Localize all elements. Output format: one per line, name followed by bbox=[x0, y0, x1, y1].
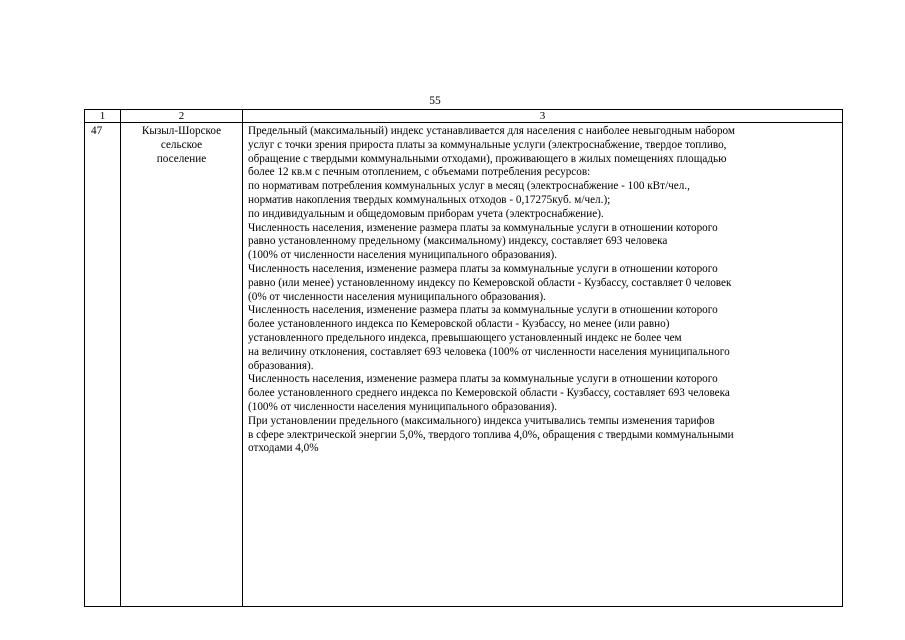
description-line: на величину отклонения, составляет 693 человека (100% от численности населения муниципального bbox=[248, 345, 730, 358]
description-line: более установленного среднего индекса по Кемеровской области - Кузбассу, составляет 693 человека bbox=[248, 387, 730, 400]
description-line: в сфере электрической энергии 5,0%, твердого топлива 4,0%, обращения с твердыми коммунальными bbox=[248, 428, 734, 441]
description-line: (100% от численности населения муниципального образования). bbox=[248, 400, 558, 413]
description-line: по нормативам потребления коммунальных услуг в месяц (электроснабжение - 100 кВт/чел., bbox=[248, 180, 690, 193]
description-line: (100% от численности населения муниципального образования). bbox=[248, 249, 558, 262]
index-description bbox=[243, 123, 843, 607]
description-line: образования). bbox=[248, 359, 314, 372]
settlement-name-line: поселение bbox=[156, 152, 207, 165]
settlement-name-line: Кызыл-Шорское bbox=[141, 125, 222, 137]
description-line: отходами 4,0% bbox=[248, 442, 319, 455]
description-line: Численность населения, изменение размера платы за коммунальные услуги в отношении которого bbox=[248, 304, 718, 317]
page-number: 55 bbox=[429, 95, 441, 107]
description-line: Численность населения, изменение размера платы за коммунальные услуги в отношении которого bbox=[248, 373, 718, 386]
description-line: обращение с твердыми коммунальными отходами), проживающего в жилых помещениях площадью bbox=[248, 152, 727, 165]
description-line: Предельный (максимальный) индекс устанавливается для населения с наиболее невыгодным набором bbox=[248, 125, 735, 137]
table-header-row bbox=[85, 110, 843, 123]
description-line: При установлении предельного (максимального) индекса учитывались темпы изменения тарифов bbox=[248, 414, 715, 427]
description-line: равно (или менее) установленному индексу по Кемеровской области - Кузбассу, составляет 0 человек bbox=[248, 276, 732, 289]
description-line: более 12 кв.м с печным отоплением, с объемами потребления ресурсов: bbox=[248, 166, 591, 179]
description-line: установленного предельного индекса, превышающего установленный индекс не более чем bbox=[248, 331, 682, 344]
table-row bbox=[85, 123, 843, 607]
description-line: по индивидуальным и общедомовым приборам учета (электроснабжение). bbox=[248, 207, 604, 220]
document-table bbox=[84, 109, 843, 607]
column-header-1: 1 bbox=[85, 110, 121, 123]
row-number: 47 bbox=[85, 123, 121, 607]
description-line: услуг с точки зрения прироста платы за коммунальные услуги (электроснабжение, твердое топливо, bbox=[248, 138, 727, 151]
settlement-name bbox=[121, 123, 243, 607]
description-line: (0% от численности населения муниципального образования). bbox=[248, 290, 546, 303]
settlement-name-line: сельское bbox=[160, 138, 203, 151]
description-line: Численность населения, изменение размера платы за коммунальные услуги в отношении которого bbox=[248, 221, 718, 234]
column-header-3: 3 bbox=[243, 110, 843, 123]
description-line: Численность населения, изменение размера платы за коммунальные услуги в отношении которого bbox=[248, 262, 718, 275]
description-line: равно установленному предельному (максимальному) индексу, составляет 693 человека bbox=[248, 235, 668, 248]
description-line: норматив накопления твердых коммунальных отходов - 0,17275куб. м/чел.); bbox=[248, 193, 611, 206]
description-line: более установленного индекса по Кемеровской области - Кузбассу, но менее (или равно) bbox=[248, 318, 670, 331]
column-header-2: 2 bbox=[121, 110, 243, 123]
